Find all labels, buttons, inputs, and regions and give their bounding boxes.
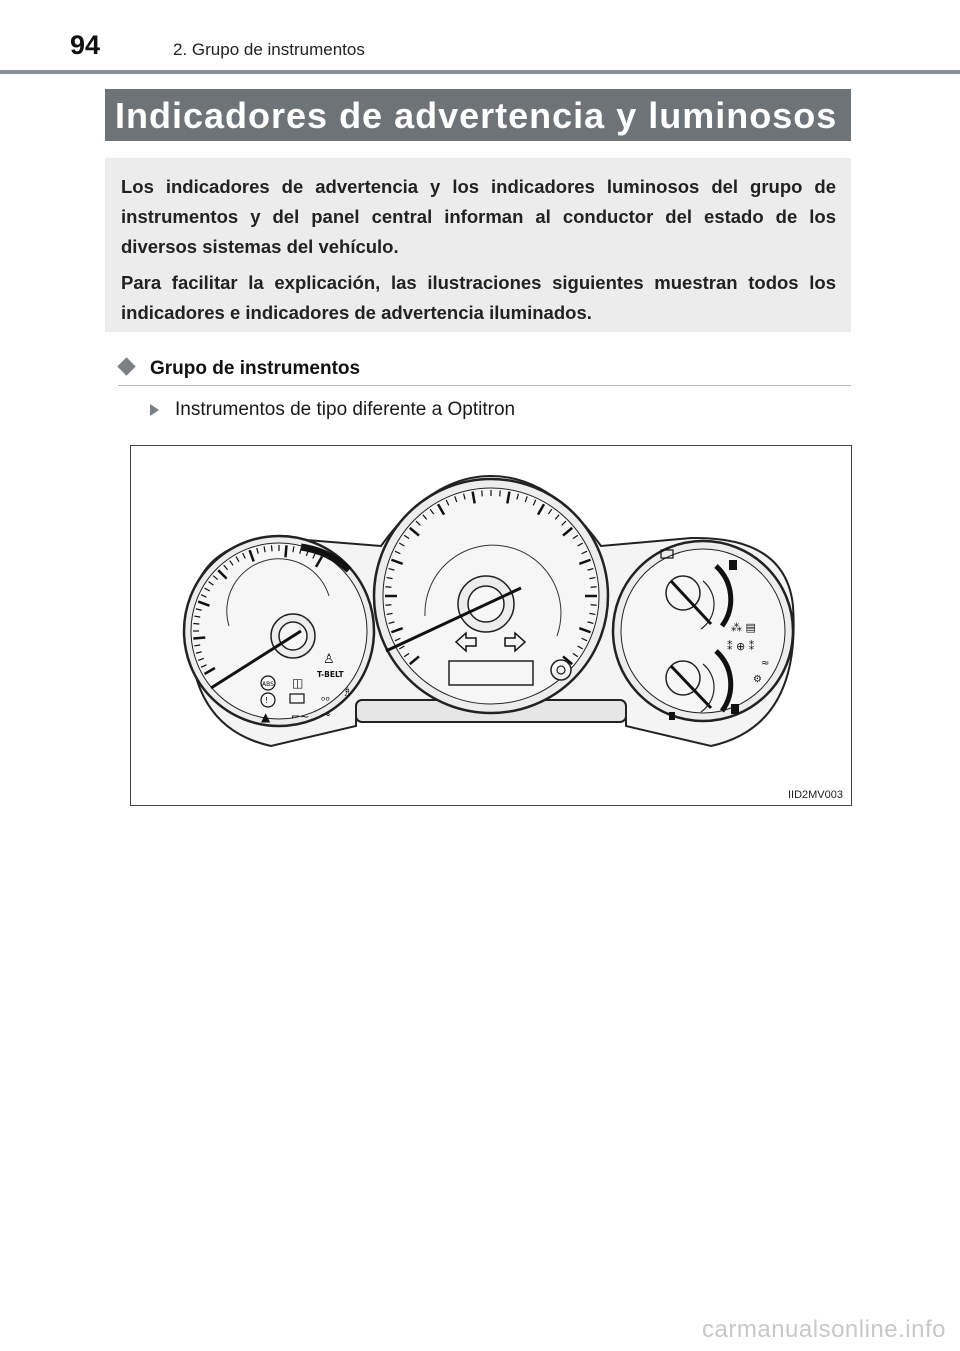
- svg-text:ABS: ABS: [262, 681, 274, 688]
- instrument-cluster-figure: [130, 445, 852, 806]
- subsection-title: Grupo de instrumentos: [150, 358, 361, 379]
- subheading-row: [118, 355, 851, 386]
- instrument-cluster-illustration: [131, 446, 851, 805]
- fuel-pump-icon: [731, 704, 739, 714]
- watermark: carmanualsonline.info: [702, 1316, 946, 1343]
- master-warning-icon: ▲: [261, 710, 271, 724]
- tbelt-indicator: T-BELT: [317, 670, 344, 679]
- trip-reset-knob: [551, 660, 571, 680]
- diamond-bullet-icon: [117, 357, 135, 375]
- intro-text: [121, 172, 836, 334]
- fog-light-icon: ⁑ ⊕ ⁑: [727, 640, 755, 653]
- page-number: 94: [70, 30, 101, 60]
- glow-plug-icon: ᵒᵒ: [321, 694, 331, 707]
- tach-tick: [193, 624, 199, 625]
- coolant-temp-icon: [729, 560, 737, 570]
- oil-pressure-icon: ⌐~: [291, 710, 310, 723]
- speedo-tick: [385, 605, 391, 606]
- slip-indicator-icon: ⁂ ▤: [731, 621, 756, 634]
- key-icon: ⊸: [321, 708, 331, 721]
- speedo-tick: [591, 587, 597, 588]
- speedometer-gauge: [374, 479, 608, 713]
- section-title: Indicadores de advertencia y luminosos: [115, 95, 838, 136]
- speedo-tick: [591, 605, 597, 606]
- check-engine-icon: ◫: [292, 676, 304, 690]
- bullet-text: Instrumentos de tipo diferente a Optitron: [175, 399, 516, 420]
- intro-paragraph-2: Para facilitar la explicación, las ilustraciones siguientes muestran todos los indicadores e indicadores de advertencia iluminados.: [121, 272, 836, 323]
- low-fuel-icon: [669, 712, 675, 720]
- intro-box: [105, 158, 851, 332]
- speedo-tick: [482, 490, 483, 496]
- steering-warning-icon: ⚙: [753, 674, 762, 685]
- seatbelt-reminder-icon: ♗: [342, 685, 353, 699]
- triangle-bullet-icon: [150, 404, 159, 416]
- header-rule: [0, 70, 960, 74]
- svg-text:!: !: [265, 696, 269, 705]
- odometer-display: [449, 661, 533, 685]
- section-title-bar: [105, 89, 851, 141]
- oil-level-icon: ≈: [761, 658, 770, 669]
- tach-tick: [193, 637, 205, 638]
- speedo-tick: [385, 587, 391, 588]
- tach-tick: [272, 545, 273, 551]
- figure-code: IID2MV003: [787, 789, 843, 801]
- speedo-tick: [500, 490, 501, 496]
- airbag-warning-icon: ♙: [323, 652, 335, 667]
- temp-fuel-gauge: [613, 541, 793, 721]
- running-header: 2. Grupo de instrumentos: [173, 40, 365, 59]
- tach-tick: [285, 545, 286, 557]
- intro-paragraph-1: Los indicadores de advertencia y los indicadores luminosos del grupo de instrumentos y del panel central informan al conductor del estado de los diversos sistemas del vehículo.: [121, 176, 836, 257]
